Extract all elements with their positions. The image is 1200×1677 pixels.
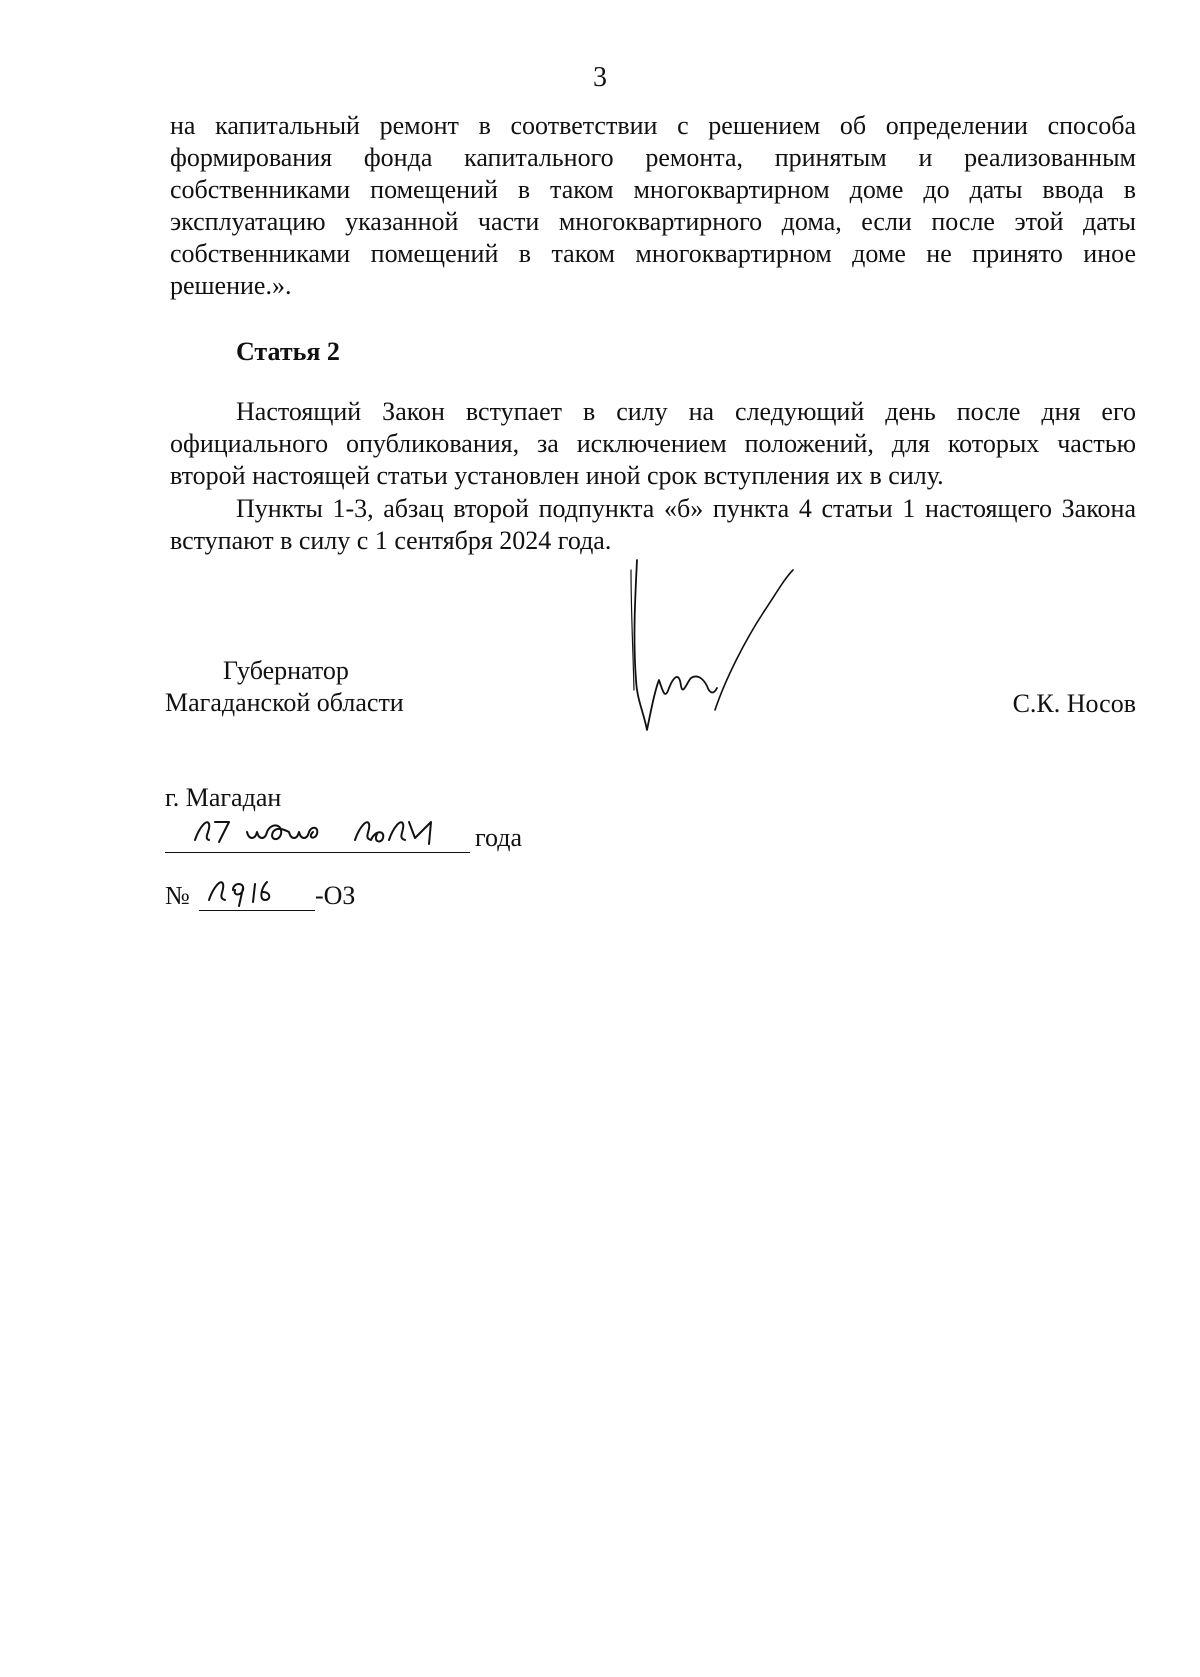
law-number-field	[165, 874, 465, 914]
signatory-title-line-2: Магаданской области	[165, 688, 404, 717]
body-paragraph-1: на капитальный ремонт в соответствии с решением об определении способа формирования фонда капитального ремонта, принятым и реализованным собственниками помещений в таком многоквартирном доме до даты ввода в эксплуатацию указанной части многоквартирного дома, если после этой даты собственниками помещений в таком многоквартирном доме не принято иное решение.».	[170, 111, 1136, 300]
article-heading: Статья 2	[236, 337, 340, 366]
number-suffix: -ОЗ	[315, 881, 356, 910]
body-paragraph-3: Пункты 1-3, абзац второй подпункта «б» пункта 4 статьи 1 настоящего Закона вступают в силу с 1 сентября 2024 года.	[170, 494, 1136, 555]
number-scribble	[203, 870, 313, 910]
body-paragraph-2: Настоящий Закон вступает в силу на следующий день после дня его официального опубликования, за исключением положений, для которых частью второй настоящей статьи установлен иной срок вступления их в силу.	[170, 397, 1136, 490]
page-number: 3	[593, 62, 607, 93]
signature-scribble	[625, 560, 845, 750]
handwritten-number	[203, 870, 313, 910]
handwritten-signature	[625, 560, 845, 750]
signatory-title-line-1: Губернатор	[223, 656, 349, 685]
signer-name: С.К. Носов	[1012, 689, 1136, 718]
signatory-title	[165, 655, 404, 719]
date-field	[165, 814, 665, 854]
city: г. Магадан	[165, 783, 282, 812]
date-scribble	[185, 810, 465, 850]
date-suffix: года	[475, 823, 523, 852]
handwritten-date	[185, 810, 465, 850]
number-sign: №	[165, 881, 190, 910]
